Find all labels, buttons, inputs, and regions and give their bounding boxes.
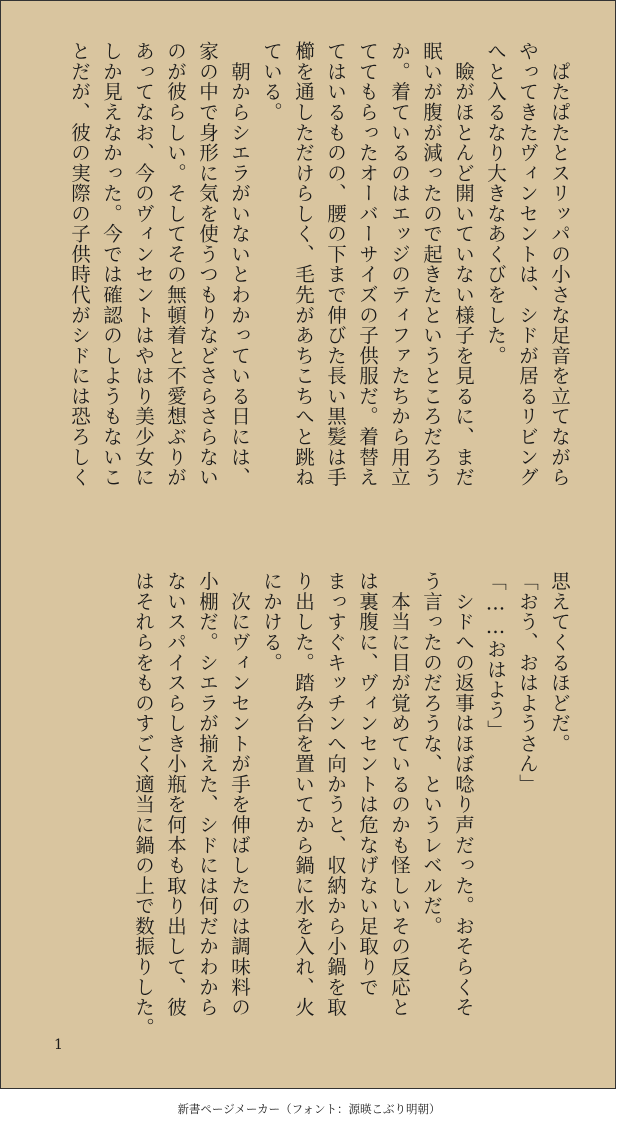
text-line: しか見えなかった。今では確認のしようもないこ: [100, 41, 123, 488]
page-number: 1: [54, 1037, 63, 1053]
dialogue-line: 「……おはよう」: [484, 571, 507, 741]
text-line: シドへの返事はほぼ唸り声だった。おそらくそ: [452, 571, 475, 1018]
text-line: あってなお、今のヴィンセントはやはり美少女に: [132, 41, 155, 488]
text-line: のが彼らしい。そしてその無頓着と不愛想ぶりが: [164, 41, 187, 488]
text-block-lower: [55, 571, 575, 1041]
text-line: まっすぐキッチンへ向かうと、収納から小鍋を取: [324, 571, 347, 1018]
text-line: とだが、彼の実際の子供時代がシドには恐ろしく: [68, 41, 91, 488]
text-line: ぱたぱたとスリッパの小さな足音を立てながら: [548, 41, 571, 488]
text-line: てはいるものの、腰の下まで伸びた長い黒髪は手: [324, 41, 347, 488]
text-line: 次にヴィンセントが手を伸ばしたのは調味料の: [228, 571, 251, 1018]
text-line: はそれらをものすごく適当に鍋の上で数振りした。: [132, 571, 155, 1038]
text-line: 思えてくるほどだ。: [548, 571, 571, 754]
text-line: 小棚だ。シエラが揃えた、シドには何だかわから: [196, 571, 219, 1018]
text-line: 朝からシエラがいないとわかっている日には、: [228, 41, 251, 488]
text-line: にかける。: [260, 571, 283, 673]
text-line: 本当に目が覚めているのかも怪しいその反応と: [388, 571, 411, 1018]
text-line: 眠いが腹が減ったので起きたというところだろう: [420, 41, 443, 488]
text-line: ないスパイスらしき小瓶を何本も取り出して、彼: [164, 571, 187, 1018]
text-line: やってきたヴィンセントは、シドが居るリビング: [516, 41, 539, 488]
text-line: 家の中で身形に気を使うつもりなどさらさらない: [196, 41, 219, 488]
text-line: う言ったのだろうな、というレベルだ。: [420, 571, 443, 937]
text-line: 瞼がほとんど開いていない様子を見るに、まだ: [452, 41, 475, 488]
text-line: り出した。踏み台を置いてから鍋に水を入れ、火: [292, 571, 315, 1018]
text-line: へと入るなり大きなあくびをした。: [484, 41, 507, 366]
text-line: ててもらったオーバーサイズの子供服だ。着替え: [356, 41, 379, 488]
text-block-upper: [55, 41, 575, 541]
dialogue-line: 「おう、おはようさん」: [516, 571, 539, 795]
generator-caption: 新書ページメーカー（フォント：源暎こぶり明朝）: [177, 1102, 441, 1116]
text-line: ている。: [260, 41, 283, 123]
text-line: 櫛を通しただけらしく、毛先があちこちへと跳ね: [292, 41, 315, 488]
text-line: は裏腹に、ヴィンセントは危なげない足取りで: [356, 571, 379, 997]
text-line: か。着ているのはエッジのティファたちから用立: [388, 41, 411, 488]
